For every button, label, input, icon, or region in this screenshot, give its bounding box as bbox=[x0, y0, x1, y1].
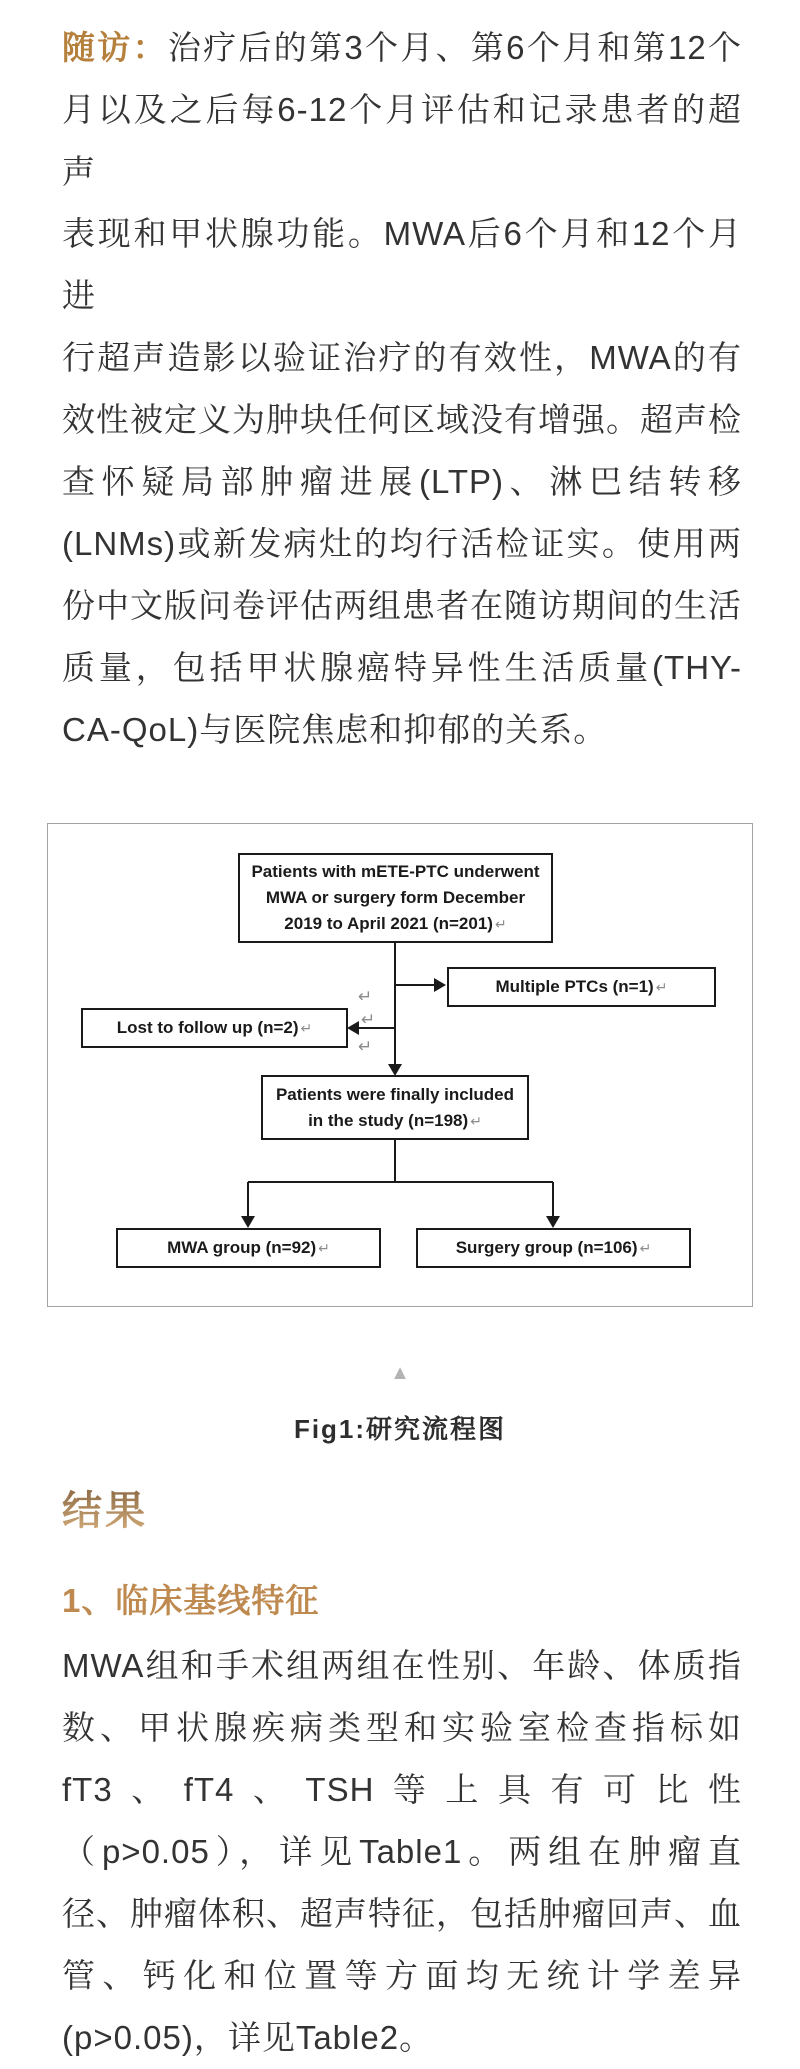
box-text: Multiple PTCs (n=1) bbox=[495, 977, 654, 996]
followup-first-line-text: 治疗后的第3个月、第6个月和第12个 bbox=[167, 29, 743, 66]
collapse-triangle-icon[interactable]: ▲ bbox=[390, 1362, 410, 1384]
text-line: (p>0.05)，详见Table2。 bbox=[62, 2019, 434, 2056]
text-line: 行超声造影以验证治疗的有效性，MWA的有 bbox=[62, 339, 742, 376]
text-line: 份中文版问卷评估两组患者在随访期间的生活 bbox=[62, 587, 742, 624]
text-line: fT3、fT4、TSH等上具有可比性 bbox=[62, 1771, 742, 1808]
figure-meta bbox=[0, 1363, 800, 1449]
study-flowchart-figure bbox=[0, 823, 800, 1449]
box-text-line bbox=[496, 974, 668, 1000]
text-line: 表现和甲状腺功能。MWA后6个月和12个月进 bbox=[62, 215, 742, 314]
section-heading-row bbox=[62, 1489, 742, 1533]
text-line: 质量，包括甲状腺癌特异性生活质量(THY- bbox=[62, 649, 742, 686]
followup-label: 随访： bbox=[62, 29, 168, 66]
box-text-line bbox=[117, 1015, 313, 1041]
text-line: 月以及之后每6-12个月评估和记录患者的超声 bbox=[62, 91, 742, 190]
text-line: （p>0.05），详见Table1。两组在肿瘤直 bbox=[62, 1833, 742, 1870]
return-mark-icon: ↵ bbox=[358, 987, 373, 1006]
text-line bbox=[62, 17, 742, 79]
box-text-line: MWA or surgery form December bbox=[265, 888, 526, 907]
baseline-subheading: 1、临床基线特征 bbox=[62, 1582, 320, 1619]
flowchart-box-multiple-ptcs bbox=[447, 967, 716, 1007]
box-text: Surgery group (n=106) bbox=[455, 1238, 638, 1257]
followup-paragraph bbox=[62, 0, 742, 761]
baseline-paragraph bbox=[62, 1635, 742, 2069]
return-mark-icon: ↵ bbox=[655, 979, 668, 995]
flowchart-box-mwa-group bbox=[116, 1228, 381, 1268]
text-line: CA-QoL)与医院焦虑和抑郁的关系。 bbox=[62, 711, 608, 748]
box-text: MWA group (n=92) bbox=[167, 1238, 317, 1257]
box-text-line: Patients were finally included bbox=[275, 1084, 515, 1104]
figure-caption: Fig1:研究流程图 bbox=[293, 1414, 507, 1444]
box-text: 2019 to April 2021 (n=201) bbox=[284, 914, 493, 933]
text-line: (LNMs)或新发病灶的均行活检证实。使用两 bbox=[62, 525, 742, 562]
results-section bbox=[0, 1489, 800, 2069]
return-mark-icon: ↵ bbox=[470, 1112, 482, 1129]
flowchart-box-enrolled bbox=[238, 853, 553, 943]
flowchart-frame bbox=[47, 823, 753, 1307]
text-line: MWA组和手术组两组在性别、年龄、体质指 bbox=[62, 1647, 742, 1684]
return-mark-icon: ↵ bbox=[318, 1240, 330, 1256]
results-heading: 结果 bbox=[62, 1488, 148, 1533]
return-mark-icon: ↵ bbox=[494, 916, 507, 932]
box-text-line bbox=[456, 1235, 652, 1261]
box-text-line bbox=[167, 1235, 330, 1261]
return-mark-icon: ↵ bbox=[358, 1037, 373, 1056]
return-mark-icon: ↵ bbox=[361, 1010, 376, 1029]
box-text-line bbox=[284, 911, 506, 937]
text-line: 径、肿瘤体积、超声特征，包括肿瘤回声、血 bbox=[62, 1895, 742, 1932]
text-line: 查怀疑局部肿瘤进展(LTP)、淋巴结转移 bbox=[62, 463, 742, 500]
flowchart-box-surgery-group bbox=[416, 1228, 691, 1268]
flowchart-box-included bbox=[261, 1075, 529, 1140]
text-line: 数、甲状腺疾病类型和实验室检查指标如 bbox=[62, 1709, 742, 1746]
box-text: Lost to follow up (n=2) bbox=[116, 1018, 299, 1037]
return-mark-icon: ↵ bbox=[639, 1240, 652, 1256]
text-line: 管、钙化和位置等方面均无统计学差异 bbox=[62, 1957, 742, 1994]
followup-section bbox=[0, 0, 800, 761]
flowchart-box-lost-followup bbox=[81, 1008, 348, 1048]
return-mark-icon: ↵ bbox=[300, 1020, 313, 1036]
box-text-line bbox=[308, 1108, 482, 1134]
box-text-line: Patients with mETE-PTC underwent bbox=[251, 862, 540, 881]
text-line: 效性被定义为肿块任何区域没有增强。超声检 bbox=[62, 401, 742, 438]
box-text: in the study (n=198) bbox=[308, 1110, 469, 1130]
